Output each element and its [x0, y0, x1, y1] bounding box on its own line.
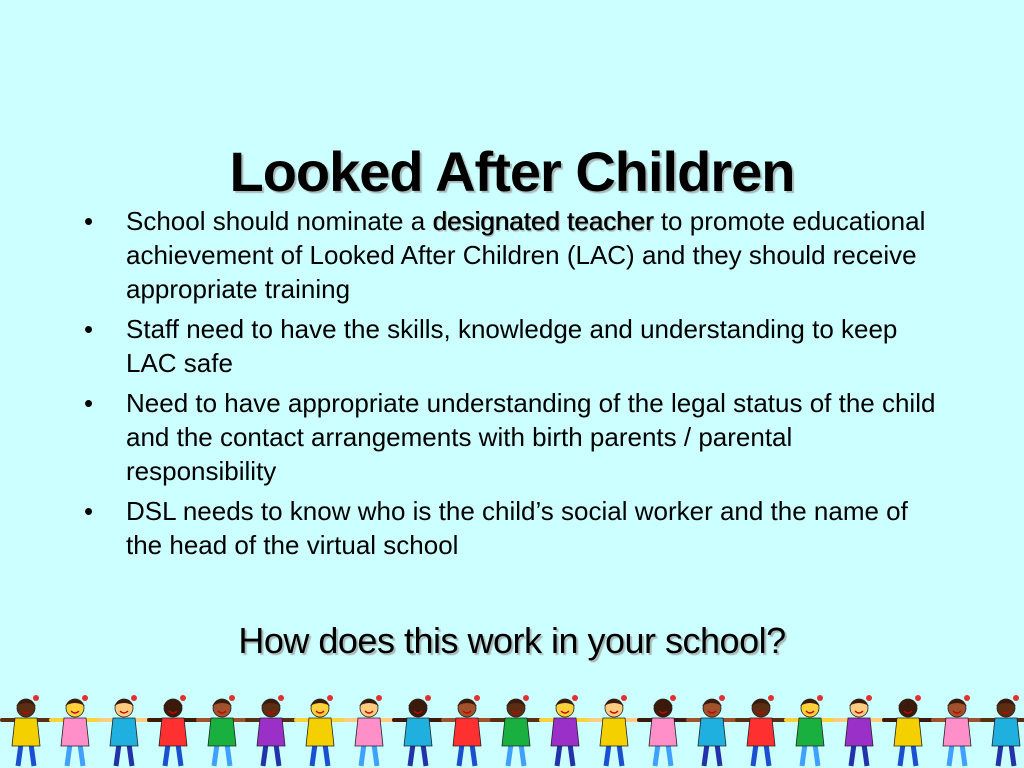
- child-figure: [786, 695, 834, 766]
- bullet-text: Need to have appropriate understanding of the legal status of the child and the contact arrangements with birth parents / parental responsibility: [126, 388, 936, 486]
- bullet-dot: •: [84, 388, 94, 418]
- child-figure: [688, 695, 736, 766]
- child-figure: [884, 695, 932, 766]
- bullet-dot: •: [84, 206, 94, 236]
- child-figure: [639, 695, 687, 766]
- child-figure: [737, 695, 785, 766]
- bullet-item-dsl: [84, 494, 944, 562]
- bullet-text: DSL needs to know who is the child’s social worker and the name of the head of the virtual school: [126, 496, 908, 560]
- bullet-item-legal-status: [84, 386, 944, 488]
- bullet-item-staff-skills: [84, 312, 944, 380]
- children-holding-hands-border-icon: [0, 692, 1024, 768]
- child-figure: [247, 695, 295, 766]
- bullet-text-post: to promote educational achievement of Looked After Children (LAC) and they should receive appropriate training: [126, 206, 926, 304]
- child-figure: [982, 695, 1024, 766]
- bullet-text-pre: School should nominate a: [126, 206, 433, 236]
- child-figure: [394, 695, 442, 766]
- children-border-decoration: [0, 692, 1024, 768]
- child-figure: [198, 695, 246, 766]
- child-figure: [296, 695, 344, 766]
- child-figure: [149, 695, 197, 766]
- child-figure: [51, 695, 99, 766]
- child-figure: [835, 695, 883, 766]
- child-figure: [345, 695, 393, 766]
- bullet-item-designated-teacher: [84, 204, 944, 306]
- child-figure: [443, 695, 491, 766]
- child-figure: [590, 695, 638, 766]
- bullet-dot: •: [84, 314, 94, 344]
- child-figure: [933, 695, 981, 766]
- bullet-text: Staff need to have the skills, knowledge and understanding to keep LAC safe: [126, 314, 898, 378]
- bullet-text-bold: designated teacher: [432, 206, 654, 236]
- slide-title: Looked After Children: [229, 139, 795, 203]
- child-figure: [100, 695, 148, 766]
- closing-question: How does this work in your school?: [238, 620, 786, 661]
- bullet-dot: •: [84, 496, 94, 526]
- child-figure: [492, 695, 540, 766]
- child-figure: [541, 695, 589, 766]
- bullet-list: [84, 204, 944, 568]
- child-figure: [2, 695, 50, 766]
